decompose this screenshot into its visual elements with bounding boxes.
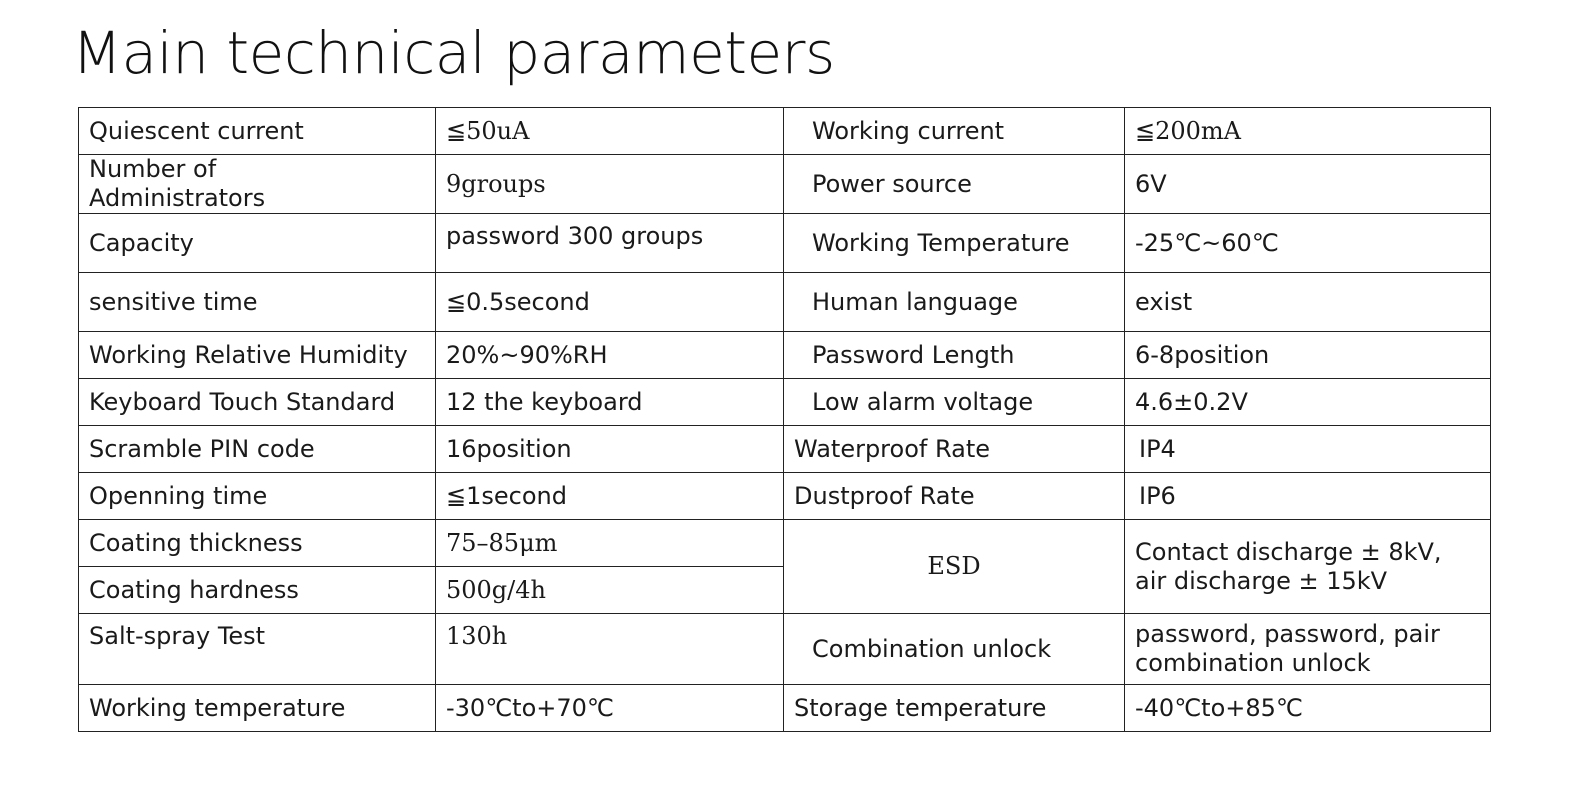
table-row	[79, 520, 1491, 567]
param-name: Working Relative Humidity	[79, 332, 436, 379]
table-row	[79, 379, 1491, 426]
param-name: Coating thickness	[79, 520, 436, 567]
param-name: Working current	[784, 108, 1125, 155]
param-name: Human language	[784, 273, 1125, 332]
param-value: 500g/4h	[436, 567, 784, 614]
param-name: Scramble PIN code	[79, 426, 436, 473]
param-value: 6V	[1125, 155, 1491, 214]
table-row	[79, 214, 1491, 273]
param-value: Contact discharge ± 8kV, air discharge ± 15kV	[1125, 520, 1491, 614]
param-value: 20%~90%RH	[436, 332, 784, 379]
param-name: Combination unlock	[784, 614, 1125, 685]
param-value: ≦1second	[436, 473, 784, 520]
param-value: exist	[1125, 273, 1491, 332]
param-name: Working temperature	[79, 685, 436, 732]
param-value: 9groups	[436, 155, 784, 214]
table-row	[79, 155, 1491, 214]
param-value: 16position	[436, 426, 784, 473]
param-value: ≦200mA	[1125, 108, 1491, 155]
param-value: -25℃~60℃	[1125, 214, 1491, 273]
table-row	[79, 426, 1491, 473]
param-value: -40℃to+85℃	[1125, 685, 1491, 732]
page-title: Main technical parameters	[72, 19, 835, 87]
param-value: IP4	[1125, 426, 1491, 473]
param-name: ESD	[784, 520, 1125, 614]
param-name: sensitive time	[79, 273, 436, 332]
param-name: Salt-spray Test	[79, 614, 436, 685]
param-name: Openning time	[79, 473, 436, 520]
param-value: 75–85μm	[436, 520, 784, 567]
param-name: Low alarm voltage	[784, 379, 1125, 426]
param-name: Power source	[784, 155, 1125, 214]
param-name: Password Length	[784, 332, 1125, 379]
table-row	[79, 685, 1491, 732]
table-row	[79, 108, 1491, 155]
param-value: ≦50uA	[436, 108, 784, 155]
param-value: 6-8position	[1125, 332, 1491, 379]
param-value: 130h	[436, 614, 784, 685]
param-value: password 300 groups	[436, 214, 784, 273]
param-value: -30℃to+70℃	[436, 685, 784, 732]
param-name: Capacity	[79, 214, 436, 273]
param-name: Working Temperature	[784, 214, 1125, 273]
param-value: 12 the keyboard	[436, 379, 784, 426]
param-name: Storage temperature	[784, 685, 1125, 732]
param-name: Quiescent current	[79, 108, 436, 155]
table-row	[79, 473, 1491, 520]
table-row	[79, 332, 1491, 379]
param-name: Coating hardness	[79, 567, 436, 614]
param-value: 4.6±0.2V	[1125, 379, 1491, 426]
param-value: password, password, pair combination unlock	[1125, 614, 1491, 685]
param-name: Dustproof Rate	[784, 473, 1125, 520]
table-row	[79, 614, 1491, 685]
param-name: Keyboard Touch Standard	[79, 379, 436, 426]
param-value: ≦0.5second	[436, 273, 784, 332]
parameters-table	[78, 107, 1491, 732]
param-value: IP6	[1125, 473, 1491, 520]
param-name: Number of Administrators	[79, 155, 436, 214]
param-name: Waterproof Rate	[784, 426, 1125, 473]
table-row	[79, 273, 1491, 332]
